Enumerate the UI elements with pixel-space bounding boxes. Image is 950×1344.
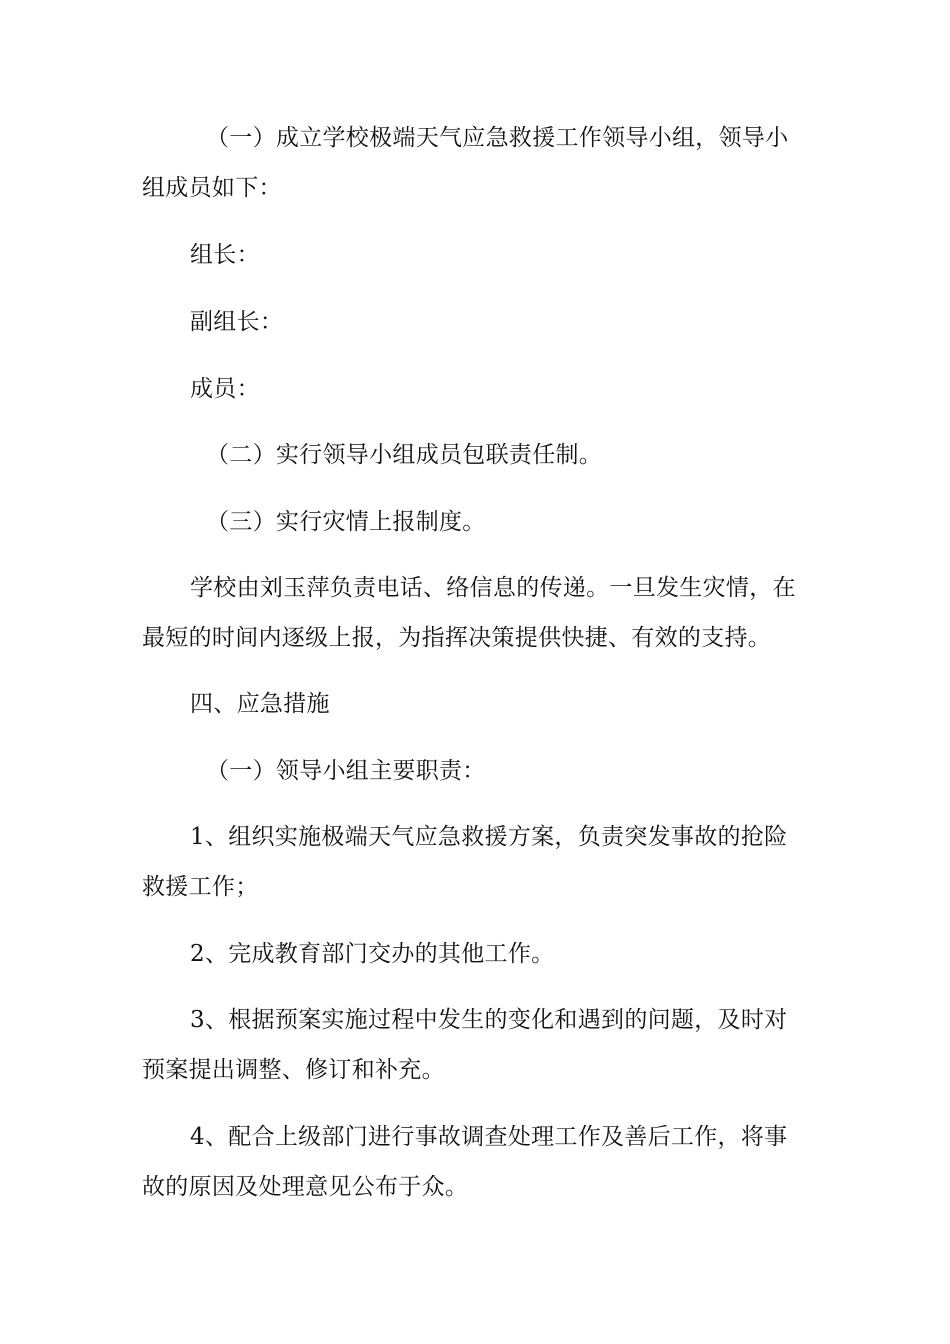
paragraph-leading-group-setup: （一）成立学校极端天气应急救援工作领导小组，领导小组成员如下：	[142, 125, 789, 201]
paragraph-members: 成员：	[190, 376, 260, 402]
paragraph-main-duties: （一）领导小组主要职责：	[206, 758, 486, 784]
paragraph-information-transfer: 学校由刘玉萍负责电话、络信息的传递。一旦发生灾情，在最短的时间内逐级上报，为指挥决策提供快捷、有效的支持。	[142, 575, 796, 651]
section-heading-emergency-measures: 四、应急措施	[190, 691, 330, 717]
paragraph-group-leader: 组长：	[190, 242, 260, 268]
list-item-duty-4: 4、配合上级部门进行事故调查处理工作及善后工作，将事故的原因及处理意见公布于众。	[142, 1124, 788, 1200]
paragraph-responsibility-system: （二）实行领导小组成员包联责任制。	[206, 442, 603, 468]
list-item-duty-3: 3、根据预案实施过程中发生的变化和遇到的问题，及时对预案提出调整、修订和补充。	[142, 1007, 788, 1083]
paragraph-disaster-reporting: （三）实行灾情上报制度。	[206, 509, 486, 535]
list-item-duty-2: 2、完成教育部门交办的其他工作。	[190, 941, 555, 967]
list-item-duty-1: 1、组织实施极端天气应急救援方案，负责突发事故的抢险救援工作；	[142, 824, 788, 900]
paragraph-deputy-leader: 副组长：	[190, 309, 284, 335]
